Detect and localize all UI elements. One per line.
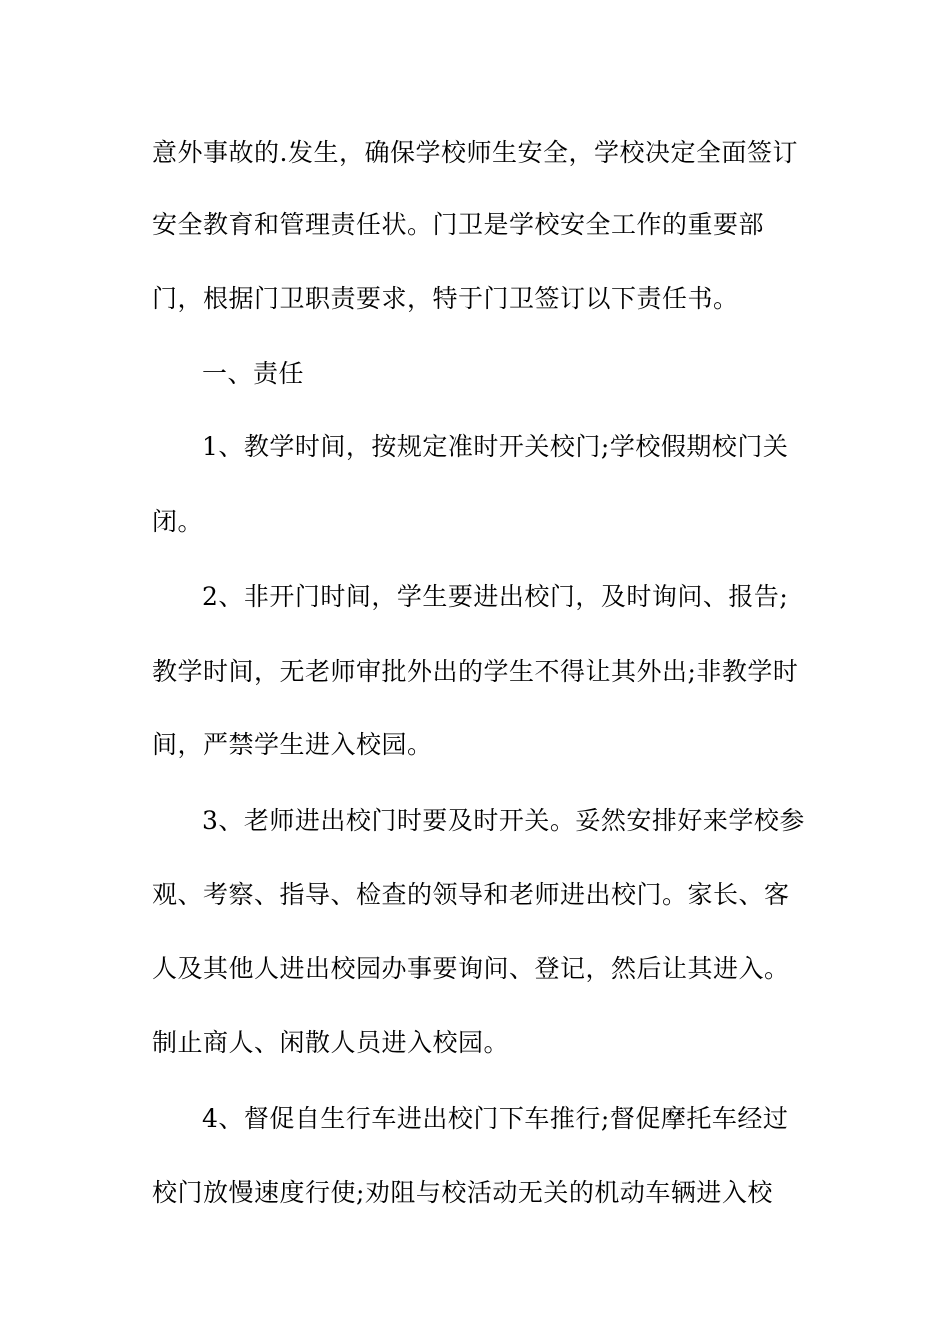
text-line: 校门放慢速度行使;劝阻与校活动无关的机动车辆进入校 (152, 1178, 773, 1207)
text-line: 2、非开门时间，学生要进出校门，及时询问、报告; (202, 582, 789, 611)
text-line: 观、考察、指导、检查的领导和老师进出校门。家长、客 (152, 880, 790, 909)
text-line: 制止商人、闲散人员进入校园。 (152, 1028, 510, 1057)
text-line: 1、教学时间，按规定准时开关校门;学校假期校门关 (202, 432, 789, 461)
text-line: 意外事故的.发生，确保学校师生安全，学校决定全面签订 (152, 138, 798, 167)
text-line: 门，根据门卫职责要求，特于门卫签订以下责任书。 (152, 284, 739, 313)
section-heading: 一、责任 (202, 359, 305, 388)
text-line: 间，严禁学生进入校园。 (152, 730, 433, 759)
text-line: 4、督促自生行车进出校门下车推行;督促摩托车经过 (202, 1104, 789, 1133)
text-line: 教学时间，无老师审批外出的学生不得让其外出;非教学时 (152, 657, 799, 686)
text-line: 3、老师进出校门时要及时开关。妥然安排好来学校参 (202, 806, 805, 835)
text-line: 闭。 (152, 507, 204, 536)
text-line: 人及其他人进出校园办事要询问、登记，然后让其进入。 (152, 954, 790, 983)
text-line: 安全教育和管理责任状。门卫是学校安全工作的重要部 (152, 210, 765, 239)
